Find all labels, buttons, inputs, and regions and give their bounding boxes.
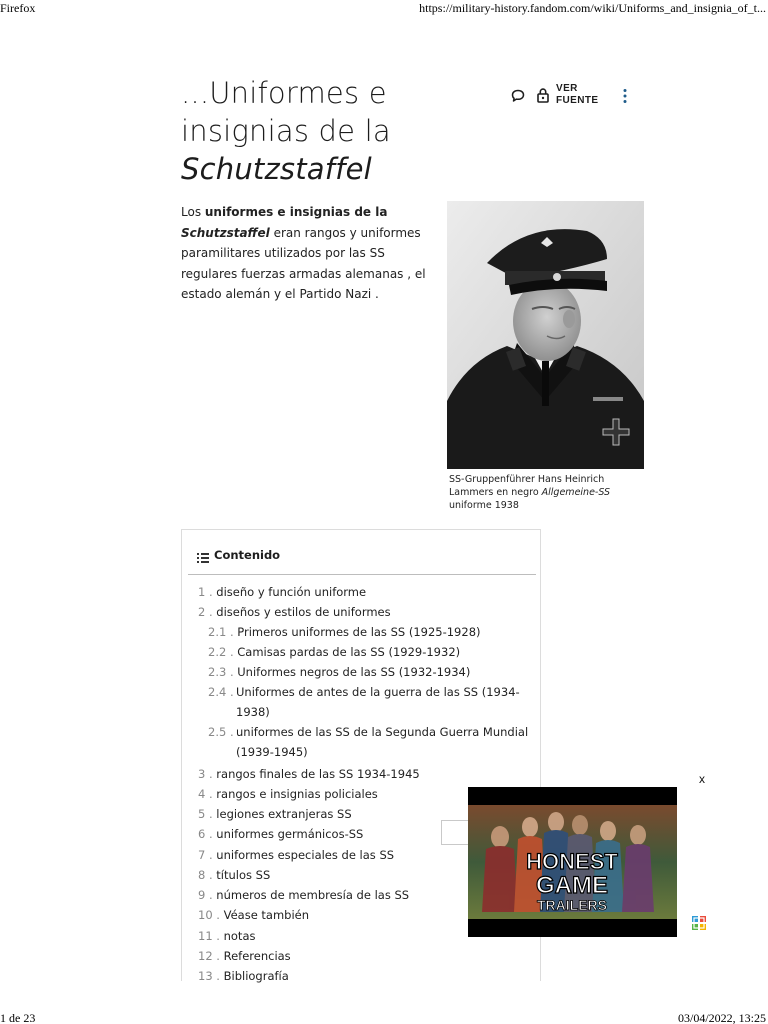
caption-italic: Allgemeine-SS — [541, 487, 611, 498]
portrait-photo[interactable] — [447, 201, 644, 469]
ad-title-line-1: HONEST — [526, 849, 618, 874]
toc-item-number: 6 . — [198, 827, 213, 841]
toc-item-text: Primeros uniformes de las SS (1925-1928) — [237, 625, 481, 639]
toc-item-text: Uniformes de antes de la guerra de las SS (1934-1938) — [236, 685, 520, 719]
toc-item-number: 9 . — [198, 888, 213, 902]
comment-icon[interactable] — [510, 88, 526, 109]
intro-bold: uniformes e insignias de la — [204, 205, 388, 219]
toc-item[interactable] — [198, 784, 378, 804]
print-datetime: 03/04/2022, 13:25 — [677, 1011, 766, 1024]
portrait-image — [447, 201, 644, 469]
ad-title-line-3: TRAILERS — [537, 897, 607, 913]
toc-item-number: 7 . — [198, 848, 213, 862]
toc-item-text: diseño y función uniforme — [216, 585, 367, 599]
toc-item-number: 13 . — [198, 969, 220, 983]
toc-item[interactable] — [198, 905, 309, 925]
toc-item-text: uniformes germánicos-SS — [216, 827, 364, 841]
page-tools — [508, 82, 638, 110]
video-ad-player[interactable] — [468, 787, 677, 937]
toc-item-number: 8 . — [198, 868, 213, 882]
toc-item[interactable] — [198, 845, 394, 865]
toc-item-number: 3 . — [198, 767, 213, 781]
caption-tail: uniforme 1938 — [449, 500, 519, 511]
toc-item-number: 2.1 . — [208, 625, 234, 639]
toc-item[interactable] — [198, 966, 289, 986]
lock-icon[interactable] — [536, 87, 550, 108]
toc-item-text: diseños y estilos de uniformes — [216, 605, 391, 619]
toc-item-text: Bibliografía — [223, 969, 289, 983]
title-italic: Schutzstaffel — [181, 152, 372, 186]
toc-item-text: Referencias — [223, 949, 291, 963]
toc-item-text: Camisas pardas de las SS (1929-1932) — [237, 645, 461, 659]
toc-item-text: números de membresía de las SS — [216, 888, 410, 902]
toc-item[interactable] — [208, 722, 528, 762]
toc-item[interactable] — [198, 824, 363, 844]
toc-item[interactable] — [208, 642, 460, 662]
toc-item-text: Uniformes negros de las SS (1932-1934) — [237, 665, 471, 679]
toc-item-text: uniformes de las SS de la Segunda Guerra Mundial (1939-1945) — [236, 725, 529, 759]
intro-text-1: Los — [181, 205, 205, 219]
toc-item[interactable] — [198, 885, 409, 905]
toc-item[interactable] — [198, 582, 366, 602]
toc-item-number: 2.3 . — [208, 665, 234, 679]
ad-choices-icon[interactable] — [692, 916, 706, 935]
toc-item[interactable] — [208, 622, 481, 642]
toc-item-text: rangos finales de las SS 1934-1945 — [216, 767, 420, 781]
toc-item[interactable] — [198, 764, 420, 784]
intro-bold-italic: Schutzstaffel — [181, 225, 270, 240]
toc-divider — [188, 574, 536, 575]
toc-item[interactable] — [198, 602, 391, 622]
browser-name: Firefox — [0, 1, 36, 15]
view-source-button[interactable] — [556, 83, 616, 107]
toc-item-number: 2.4 . — [208, 685, 234, 699]
ad-placeholder-box — [441, 820, 469, 845]
toc-item-text: uniformes especiales de las SS — [216, 848, 395, 862]
toc-item-text: Véase también — [223, 908, 310, 922]
intro-text-2: eran rangos y uniformes paramilitares utilizados por las SS regulares fuerzas armadas alemanas , el estado alemán y el Partido Nazi . — [181, 225, 426, 301]
toc-item-text: rangos e insignias policiales — [216, 787, 378, 801]
toc-item[interactable] — [198, 804, 352, 824]
list-icon — [197, 550, 209, 568]
ad-close-button[interactable]: x — [699, 772, 705, 786]
title-line-2: insignias de la — [181, 114, 391, 148]
toc-item-number: 5 . — [198, 807, 213, 821]
toc-title: Contenido — [214, 548, 281, 562]
caption-text: SS-Gruppenführer Hans Heinrich Lammers en negro — [449, 474, 605, 498]
toc-item-number: 10 . — [198, 908, 220, 922]
toc-item[interactable] — [208, 662, 470, 682]
toc-item-number: 4 . — [198, 787, 213, 801]
page-title — [181, 74, 501, 188]
toc-item-text: títulos SS — [216, 868, 271, 882]
toc-item[interactable] — [198, 926, 255, 946]
toc-item-text: notas — [223, 929, 256, 943]
print-header — [0, 0, 768, 16]
toc-item-number: 12 . — [198, 949, 220, 963]
toc-item-number: 2.2 . — [208, 645, 234, 659]
view-source-line-2: FUENTE — [556, 95, 599, 106]
toc-item-number: 1 . — [198, 585, 213, 599]
toc-item-number: 2.5 . — [208, 725, 234, 739]
toc-item-text: legiones extranjeras SS — [216, 807, 352, 821]
photo-caption — [449, 473, 644, 512]
ad-title-line-2: GAME — [536, 872, 608, 899]
toc-item-number: 2 . — [198, 605, 213, 619]
toc-item-number: 11 . — [198, 929, 220, 943]
toc-item[interactable] — [198, 865, 270, 885]
view-source-line-1: VER — [556, 83, 578, 94]
more-options-icon[interactable] — [622, 88, 628, 109]
toc-item[interactable] — [198, 946, 291, 966]
toc-item[interactable] — [208, 682, 528, 722]
page-url[interactable]: https://military-history.fandom.com/wiki/Uniforms_and_insignia_of_t... — [419, 1, 766, 15]
video-ad-thumbnail — [468, 787, 677, 937]
intro-paragraph — [181, 202, 436, 305]
print-footer — [0, 1010, 768, 1024]
title-line-1: ...Uniformes e — [181, 76, 387, 110]
page-indicator: 1 de 23 — [0, 1011, 36, 1024]
